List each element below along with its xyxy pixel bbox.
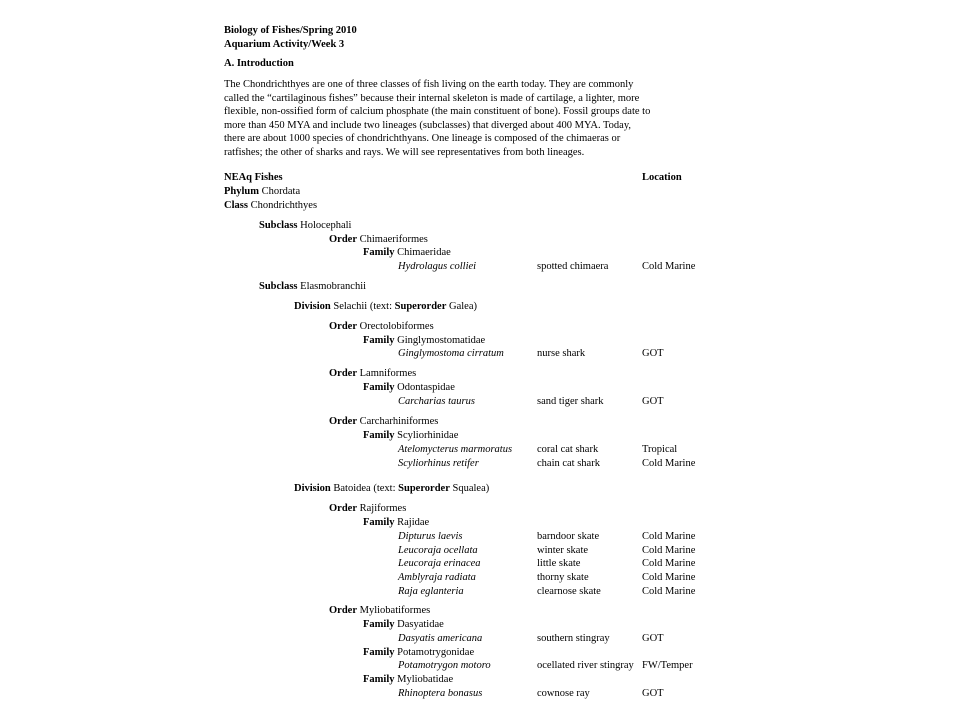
section-heading: A. Introduction	[224, 58, 294, 69]
species-sci: Potamotrygon motoro	[398, 660, 491, 671]
class-row	[224, 199, 317, 212]
species-location: Cold Marine	[642, 545, 696, 556]
division-row	[294, 482, 489, 495]
family-row	[363, 429, 458, 442]
family-name: Ginglymostomatidae	[397, 335, 486, 346]
family-name: Odontaspidae	[397, 382, 455, 393]
family-label: Family	[363, 619, 395, 630]
species-sci: Carcharias taurus	[398, 396, 475, 407]
species-location: Cold Marine	[642, 531, 696, 542]
location-header: Location	[642, 172, 682, 183]
species-common: thorny skate	[537, 572, 589, 583]
order-name: Myliobatiformes	[359, 605, 431, 616]
species-common: southern stingray	[537, 633, 610, 644]
superorder-label: Superorder	[394, 301, 447, 312]
order-label: Order	[329, 321, 357, 332]
order-name: Carcharhiniformes	[359, 416, 439, 427]
species-common: coral cat shark	[537, 444, 599, 455]
family-name: Rajidae	[397, 517, 430, 528]
family-label: Family	[363, 674, 395, 685]
species-sci: Raja eglanteria	[398, 586, 464, 597]
species-sci: Dipturus laevis	[398, 531, 463, 542]
division-name: Batoidea	[333, 483, 371, 494]
species-location: GOT	[642, 396, 664, 407]
order-row	[329, 367, 416, 380]
species-common: chain cat shark	[537, 458, 600, 469]
text-prefix: (text:	[369, 301, 395, 312]
species-common: little skate	[537, 558, 581, 569]
subclass-label: Subclass	[259, 220, 298, 231]
division-label: Division	[294, 301, 331, 312]
family-label: Family	[363, 647, 395, 658]
subclass-label: Subclass	[259, 281, 298, 292]
species-sci: Amblyraja radiata	[398, 572, 476, 583]
phylum-value: Chordata	[261, 186, 301, 197]
species-sci: Dasyatis americana	[398, 633, 483, 644]
order-row	[329, 415, 438, 428]
division-row	[294, 300, 477, 313]
order-name: Lamniformes	[359, 368, 417, 379]
species-sci: Hydrolagus colliei	[398, 261, 477, 272]
family-row	[363, 381, 455, 394]
species-common: nurse shark	[537, 348, 586, 359]
order-label: Order	[329, 234, 357, 245]
order-label: Order	[329, 503, 357, 514]
species-location: Cold Marine	[642, 458, 696, 469]
table-title: NEAq Fishes	[224, 172, 283, 183]
order-label: Order	[329, 605, 357, 616]
species-common: clearnose skate	[537, 586, 601, 597]
family-name: Myliobatidae	[397, 674, 454, 685]
order-name: Chimaeriformes	[359, 234, 428, 245]
family-name: Potamotrygonidae	[397, 647, 475, 658]
subclass-row	[259, 280, 366, 293]
species-location: Tropical	[642, 444, 678, 455]
species-location: GOT	[642, 633, 664, 644]
family-row	[363, 618, 444, 631]
division-name: Selachii	[333, 301, 368, 312]
species-common: cownose ray	[537, 688, 590, 699]
phylum-row	[224, 185, 300, 198]
species-location: Cold Marine	[642, 586, 696, 597]
phylum-label: Phylum	[224, 186, 260, 197]
species-location: GOT	[642, 348, 664, 359]
order-row	[329, 502, 406, 515]
order-row	[329, 233, 428, 246]
order-name: Orectolobiformes	[359, 321, 434, 332]
intro-paragraph	[224, 78, 704, 159]
order-name: Rajiformes	[359, 503, 407, 514]
species-location: FW/Temper	[642, 660, 693, 671]
text-suffix: )	[485, 483, 490, 494]
species-common: winter skate	[537, 545, 589, 556]
intro-line: there are about 1000 species of chondrichthyans. One lineage is composed of the chimaeras or	[224, 133, 621, 144]
family-label: Family	[363, 430, 395, 441]
species-location: Cold Marine	[642, 572, 696, 583]
text-prefix: (text:	[373, 483, 399, 494]
species-location: Cold Marine	[642, 558, 696, 569]
division-label: Division	[294, 483, 331, 494]
species-common: spotted chimaera	[537, 261, 609, 272]
species-common: ocellated river stingray	[537, 660, 634, 671]
family-label: Family	[363, 335, 395, 346]
superorder-label: Superorder	[398, 483, 450, 494]
species-sci: Scyliorhinus retifer	[398, 458, 479, 469]
species-location: GOT	[642, 688, 664, 699]
species-common: sand tiger shark	[537, 396, 604, 407]
subclass-row	[259, 219, 351, 232]
subclass-name: Elasmobranchii	[300, 281, 367, 292]
order-row	[329, 604, 430, 617]
species-sci: Ginglymostoma cirratum	[398, 348, 504, 359]
intro-line: more than 450 MYA and include two lineages (subclasses) that diverged about 400 MYA. Today,	[224, 119, 632, 131]
family-label: Family	[363, 517, 395, 528]
order-label: Order	[329, 368, 357, 379]
intro-line: ratfishes; the other of sharks and rays. We will see representatives from both lineages.	[224, 146, 585, 158]
course-title: Biology of Fishes/Spring 2010	[224, 25, 357, 36]
family-row	[363, 516, 429, 529]
family-label: Family	[363, 247, 395, 258]
family-row	[363, 673, 453, 686]
family-row	[363, 334, 485, 347]
family-row	[363, 246, 451, 259]
class-label: Class	[224, 200, 248, 211]
species-common: barndoor skate	[537, 531, 600, 542]
intro-line: flexible, non-ossified form of calcium phosphate (the main constituent of bone). Fossil groups date to	[224, 106, 651, 117]
species-sci: Rhinoptera bonasus	[398, 688, 483, 699]
class-value: Chondrichthyes	[250, 200, 318, 211]
species-sci: Leucoraja ocellata	[398, 545, 478, 556]
order-label: Order	[329, 416, 357, 427]
family-name: Scyliorhinidae	[397, 430, 459, 441]
family-name: Dasyatidae	[397, 619, 444, 630]
superorder-name: Squalea	[452, 483, 486, 494]
family-label: Family	[363, 382, 395, 393]
intro-line: called the “cartilaginous fishes” because their internal skeleton is made of cartilage, a lighter, more	[224, 92, 640, 104]
species-sci: Atelomycterus marmoratus	[398, 444, 513, 455]
species-location: Cold Marine	[642, 261, 696, 272]
activity-title: Aquarium Activity/Week 3	[224, 39, 345, 50]
superorder-name: Galea	[449, 301, 474, 312]
subclass-name: Holocephali	[300, 220, 352, 231]
family-row	[363, 646, 474, 659]
order-row	[329, 320, 434, 333]
intro-line: The Chondrichthyes are one of three classes of fish living on the earth today. They are commonly	[224, 79, 634, 90]
family-name: Chimaeridae	[397, 247, 451, 258]
text-suffix: )	[473, 301, 477, 312]
species-sci: Leucoraja erinacea	[398, 558, 481, 569]
